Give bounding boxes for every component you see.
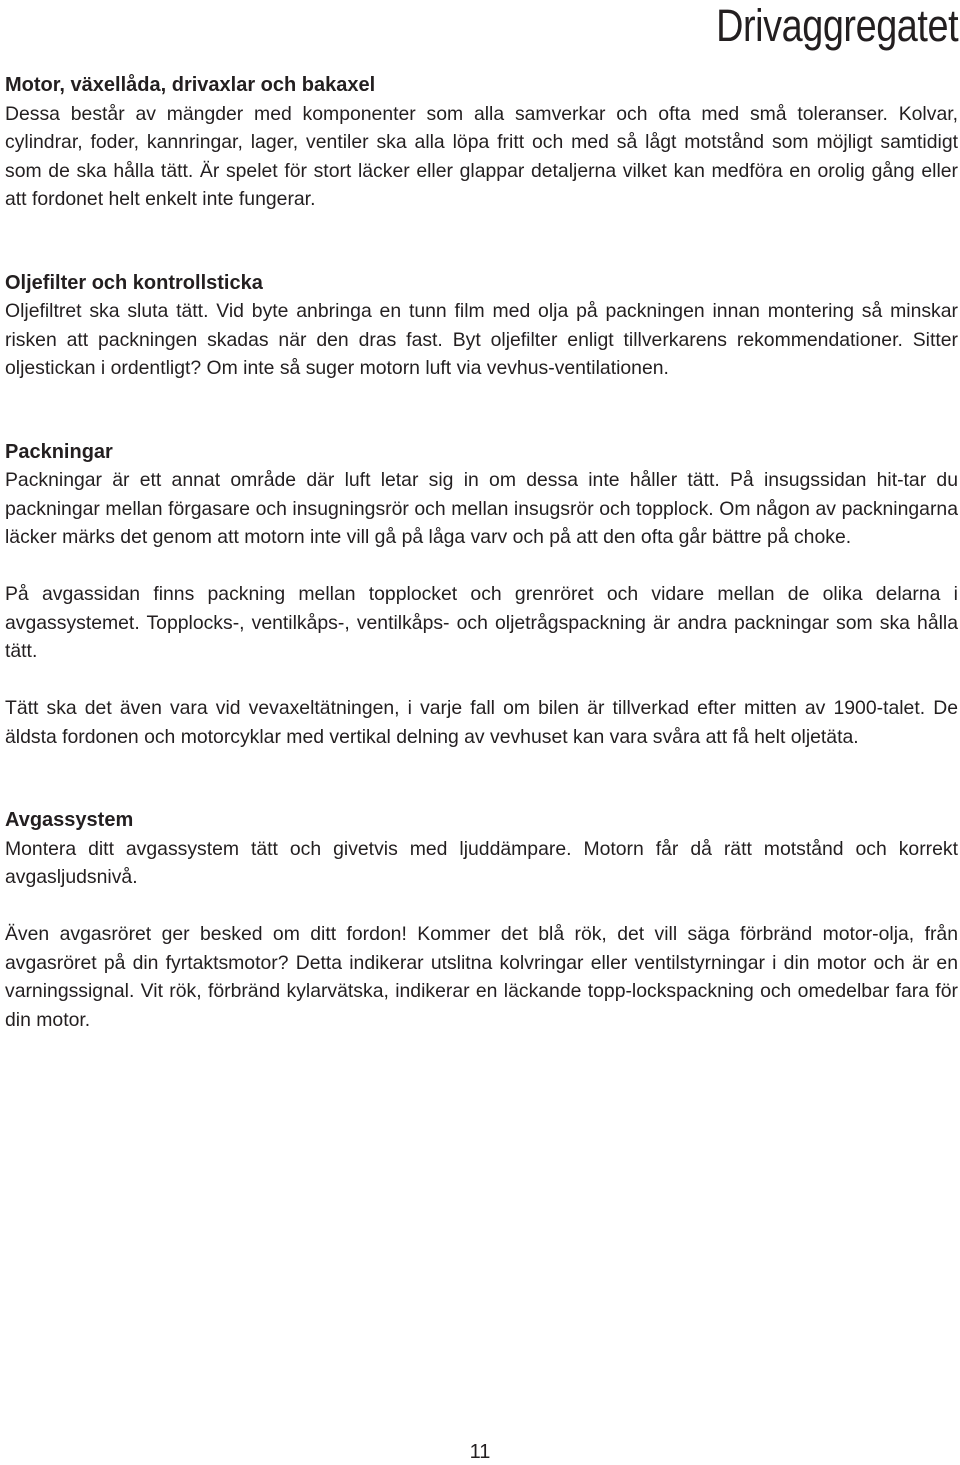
- page-content: [5, 71, 958, 1034]
- section-heading: Motor, växellåda, drivaxlar och bakaxel: [5, 74, 376, 96]
- section-heading: Avgassystem: [5, 809, 134, 831]
- section-motor: [5, 71, 958, 214]
- section-packningar: [5, 438, 958, 752]
- paragraph: Även avgasröret ger besked om ditt fordon! Kommer det blå rök, det vill säga förbränd motor-olja, från avgasröret på din fyrtaktsmotor? Detta indikerar utslitna kolvringar eller ventilstyrningar i din motor och är en varningssignal. Vit rök, förbränd kylarvätska, indikerar en läckande topp-lockspackning och omedelbar fara för din motor.: [5, 923, 958, 1031]
- section-heading: Oljefilter och kontrollsticka: [5, 271, 263, 294]
- page-number: 11: [469, 1441, 491, 1463]
- paragraph: Oljefiltret ska sluta tätt. Vid byte anbringa en tunn film med olja på packningen innan montering så minskar risken att packningen skadas när den dras fast. Byt oljefilter enligt tillverkarens rekommendationer. Sitter oljestickan i ordentligt? Om inte så suger motorn luft via vevhus-ventilationen.: [5, 300, 958, 379]
- paragraph: På avgassidan finns packning mellan topplocket och grenröret och vidare mellan de olika delarna i avgassystemet. Topplocks-, ventilkåps-, ventilkåps- och oljetrågspackning är andra packningar som ska hålla tätt.: [5, 583, 958, 662]
- paragraph: Packningar är ett annat område där luft letar sig in om dessa inte håller tätt. På insugssidan hit-tar du packningar mellan förgasare och insugningsrör och mellan insugsrör och topplock. Om någon av packningarna läcker märks det genom att motorn inte vill gå på låga varv och på att den ofta går bättre på choke.: [5, 469, 958, 548]
- paragraph: Dessa består av mängder med komponenter som alla samverkar och ofta med små toleranser. Kolvar, cylindrar, foder, kannringar, lager, ventiler ska alla löpa fritt och med så lågt motstånd som möjligt samtidigt som de ska hålla tätt. Är spelet för stort läcker eller glappar detaljerna vilket kan medföra en orolig gång eller att fordonet helt enkelt inte fungerar.: [5, 102, 958, 210]
- section-oljefilter: [5, 269, 958, 383]
- paragraph: Montera ditt avgassystem tätt och givetvis med ljuddämpare. Motorn får då rätt motstånd och korrekt avgasljudsnivå.: [5, 837, 958, 888]
- paragraph: Tätt ska det även vara vid vevaxeltätningen, i varje fall om bilen är tillverkad efter mitten av 1900-talet. De äldsta fordonen och motorcyklar med vertikal delning av vevhuset kan vara svåra att få helt oljetäta.: [5, 697, 958, 748]
- section-heading: Packningar: [5, 440, 113, 463]
- section-avgassystem: [5, 806, 958, 1034]
- chapter-title: Drivaggregatet: [715, 0, 958, 51]
